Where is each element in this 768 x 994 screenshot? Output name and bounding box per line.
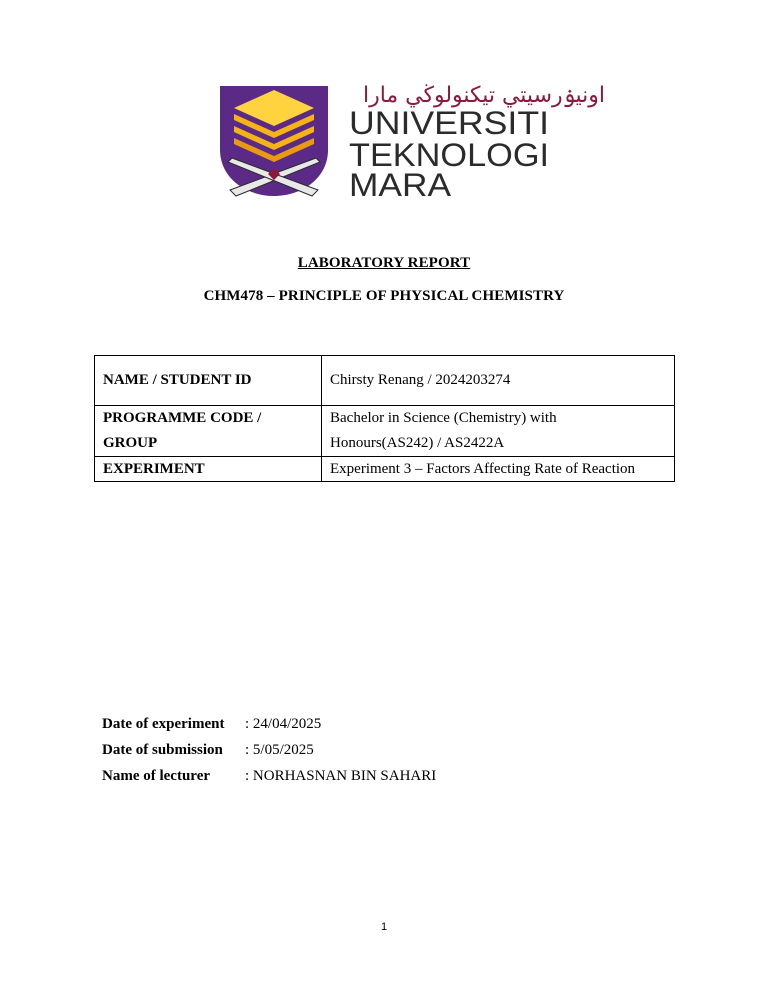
experiment-date-value: : 24/04/2025 xyxy=(245,716,322,732)
course-title: CHM478 – PRINCIPLE OF PHYSICAL CHEMISTRY xyxy=(203,288,565,304)
programme-value xyxy=(322,406,675,457)
uitm-crest xyxy=(220,86,328,196)
table-row-name xyxy=(95,356,675,406)
submission-date-value: : 5/05/2025 xyxy=(245,742,314,758)
name-label: NAME / STUDENT ID xyxy=(95,356,322,406)
detail-row-experiment-date xyxy=(102,716,436,742)
programme-value-line-2: Honours(AS242) / AS2422A xyxy=(330,435,505,451)
lecturer-value: : NORHASNAN BIN SAHARI xyxy=(245,768,437,784)
programme-value-line-1: Bachelor in Science (Chemistry) with xyxy=(330,410,557,426)
experiment-date-label: Date of experiment xyxy=(102,716,225,732)
detail-row-lecturer xyxy=(102,768,436,794)
page-number: 1 xyxy=(380,921,388,933)
experiment-label: EXPERIMENT xyxy=(95,457,322,482)
submission-date-label: Date of submission xyxy=(102,742,223,758)
logo-arabic-text: اونيۏرسيتي تيكنولوڬي مارا xyxy=(362,83,606,108)
table-row-experiment xyxy=(95,457,675,482)
uitm-logo xyxy=(216,78,606,203)
submission-details xyxy=(102,716,436,794)
programme-label-line-1: PROGRAMME CODE / xyxy=(103,410,262,426)
detail-row-submission-date xyxy=(102,742,436,768)
name-value: Chirsty Renang / 2024203274 xyxy=(322,356,675,406)
report-title: LABORATORY REPORT xyxy=(297,255,471,271)
logo-wordmark-line-3: MARA xyxy=(349,167,452,203)
logo-wordmark-line-1: UNIVERSITI xyxy=(349,105,549,141)
programme-label-line-2: GROUP xyxy=(103,435,158,451)
info-table xyxy=(94,355,675,482)
programme-label xyxy=(95,406,322,457)
experiment-value: Experiment 3 – Factors Affecting Rate of Reaction xyxy=(322,457,675,482)
table-row-programme xyxy=(95,406,675,457)
lecturer-label: Name of lecturer xyxy=(102,768,211,784)
logo-wordmark-line-2: TEKNOLOGI xyxy=(349,137,549,173)
